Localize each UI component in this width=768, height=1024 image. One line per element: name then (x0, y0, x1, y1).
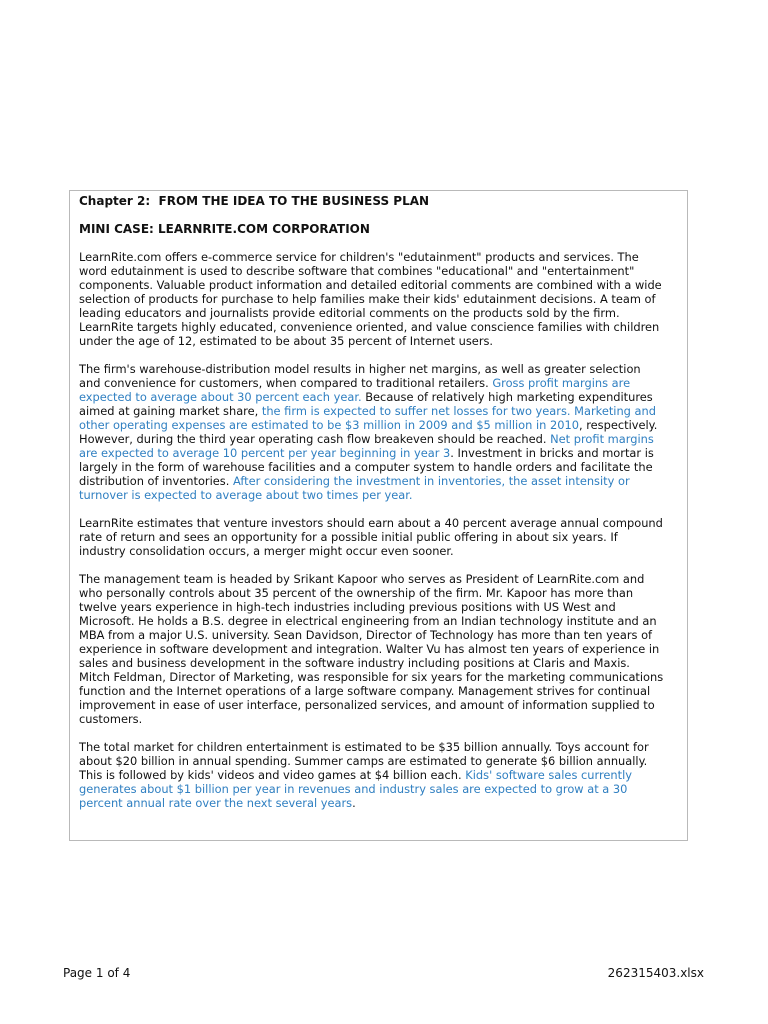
highlighted-text: Gross profit margins are (492, 376, 631, 390)
body-text: MBA from a major U.S. university. Sean Davidson, Director of Technology has more than ten years of (79, 628, 653, 642)
text-line (79, 740, 678, 754)
paragraph (79, 250, 678, 348)
body-text: and convenience for customers, when compared to traditional retailers. (79, 376, 493, 390)
text-line (79, 642, 678, 656)
text-line (79, 768, 678, 782)
paragraph (79, 516, 678, 558)
text-line (79, 782, 678, 796)
file-name: 262315403.xlsx (607, 966, 704, 980)
text-line (79, 586, 678, 600)
body-text: under the age of 12, estimated to be about 35 percent of Internet users. (79, 334, 494, 348)
text-line (79, 474, 678, 488)
text-line (79, 698, 678, 712)
highlighted-text: Kids' software sales currently (465, 768, 632, 782)
text-line (79, 628, 678, 642)
text-line (79, 516, 678, 530)
paragraph (79, 740, 678, 810)
paragraph (79, 362, 678, 502)
body-text: . Investment in bricks and mortar is (450, 446, 654, 460)
body-text: , respectively. (579, 418, 658, 432)
body-text: improvement in ease of user interface, personalized services, and amount of information supplied to (79, 698, 655, 712)
body-text: customers. (79, 712, 143, 726)
text-line (79, 488, 678, 502)
text-line (79, 544, 678, 558)
text-line (79, 292, 678, 306)
text-line (79, 656, 678, 670)
highlighted-text: percent annual rate over the next several years (79, 796, 353, 810)
body-text: The management team is headed by Srikant Kapoor who serves as President of LearnRite.com and (79, 572, 645, 586)
text-line (79, 684, 678, 698)
body-text: Mitch Feldman, Director of Marketing, was responsible for six years for the marketing communications (79, 670, 664, 684)
body-text: industry consolidation occurs, a merger might occur even sooner. (79, 544, 454, 558)
body-text: function and the Internet operations of a large software company. Management strives for continual (79, 684, 651, 698)
highlighted-text: generates about $1 billion per year in revenues and industry sales are expected to grow at a 30 (79, 782, 628, 796)
body-text: . (352, 796, 356, 810)
highlighted-text: expected to average about 30 percent each year. (79, 390, 362, 404)
text-line (79, 460, 678, 474)
body-text: Because of relatively high marketing expenditures (361, 390, 653, 404)
text-line (79, 754, 678, 768)
text-line (79, 796, 678, 810)
body-text: who personally controls about 35 percent of the ownership of the firm. Mr. Kapoor has more than (79, 586, 634, 600)
page-number: Page 1 of 4 (63, 966, 131, 980)
body-text: about $20 billion in annual spending. Summer camps are estimated to generate $6 billion annually. (79, 754, 648, 768)
highlighted-text: Net profit margins (550, 432, 654, 446)
chapter-title: Chapter 2: FROM THE IDEA TO THE BUSINESS PLAN (79, 194, 430, 208)
paragraph (79, 572, 678, 726)
mini-case-box (69, 190, 688, 841)
body-text: LearnRite estimates that venture investors should earn about a 40 percent average annual compound (79, 516, 663, 530)
highlighted-text: After considering the investment in inventories, the asset intensity or (232, 474, 630, 488)
case-title: MINI CASE: LEARNRITE.COM CORPORATION (79, 222, 370, 236)
body-text: components. Valuable product information and detailed editorial comments are combined with a wide (79, 278, 662, 292)
text-line (79, 264, 678, 278)
text-line (79, 614, 678, 628)
body-text: twelve years experience in high-tech industries including previous positions with US West and (79, 600, 616, 614)
body-text: leading educators and journalists provide editorial comments on the products sold by the firm. (79, 306, 620, 320)
text-line (79, 250, 678, 264)
text-line (79, 432, 678, 446)
text-line (79, 600, 678, 614)
body-text: LearnRite targets highly educated, convenience oriented, and value conscience families with children (79, 320, 660, 334)
body-text: experience in software development and integration. Walter Vu has almost ten years of experience in (79, 642, 660, 656)
text-line (79, 712, 678, 726)
text-line (79, 376, 678, 390)
highlighted-text: the firm is expected to suffer net losses for two years. Marketing and (261, 404, 656, 418)
text-line (79, 418, 678, 432)
text-line (79, 446, 678, 460)
text-line (79, 404, 678, 418)
text-line (79, 670, 678, 684)
body-text: largely in the form of warehouse facilities and a computer system to handle orders and facilitate the (79, 460, 653, 474)
body-text: Microsoft. He holds a B.S. degree in electrical engineering from an Indian technology institute and an (79, 614, 657, 628)
text-line (79, 278, 678, 292)
body-text: distribution of inventories. (79, 474, 233, 488)
body-text: selection of products for purchase to help families make their kids' edutainment decisions. A team of (79, 292, 656, 306)
text-line (79, 320, 678, 334)
body-text: The firm's warehouse-distribution model results in higher net margins, as well as greater selection (79, 362, 641, 376)
text-line (79, 572, 678, 586)
body-text: The total market for children entertainment is estimated to be $35 billion annually. Toys account for (79, 740, 649, 754)
highlighted-text: other operating expenses are estimated to be $3 million in 2009 and $5 million in 2010 (79, 418, 579, 432)
case-body (79, 250, 678, 810)
text-line (79, 334, 678, 348)
body-text: rate of return and sees an opportunity for a possible initial public offering in about six years. If (79, 530, 618, 544)
body-text: LearnRite.com offers e-commerce service for children's "edutainment" products and services. The (79, 250, 639, 264)
text-line (79, 362, 678, 376)
body-text: aimed at gaining market share, (79, 404, 262, 418)
body-text: sales and business development in the software industry including positions at Claris and Maxis. (79, 656, 630, 670)
highlighted-text: turnover is expected to average about two times per year. (79, 488, 413, 502)
text-line (79, 390, 678, 404)
body-text: This is followed by kids' videos and video games at $4 billion each. (79, 768, 466, 782)
text-line (79, 306, 678, 320)
highlighted-text: are expected to average 10 percent per year beginning in year 3 (79, 446, 451, 460)
body-text: However, during the third year operating cash flow breakeven should be reached. (79, 432, 551, 446)
body-text: word edutainment is used to describe software that combines "educational" and "entertainment" (79, 264, 635, 278)
text-line (79, 530, 678, 544)
